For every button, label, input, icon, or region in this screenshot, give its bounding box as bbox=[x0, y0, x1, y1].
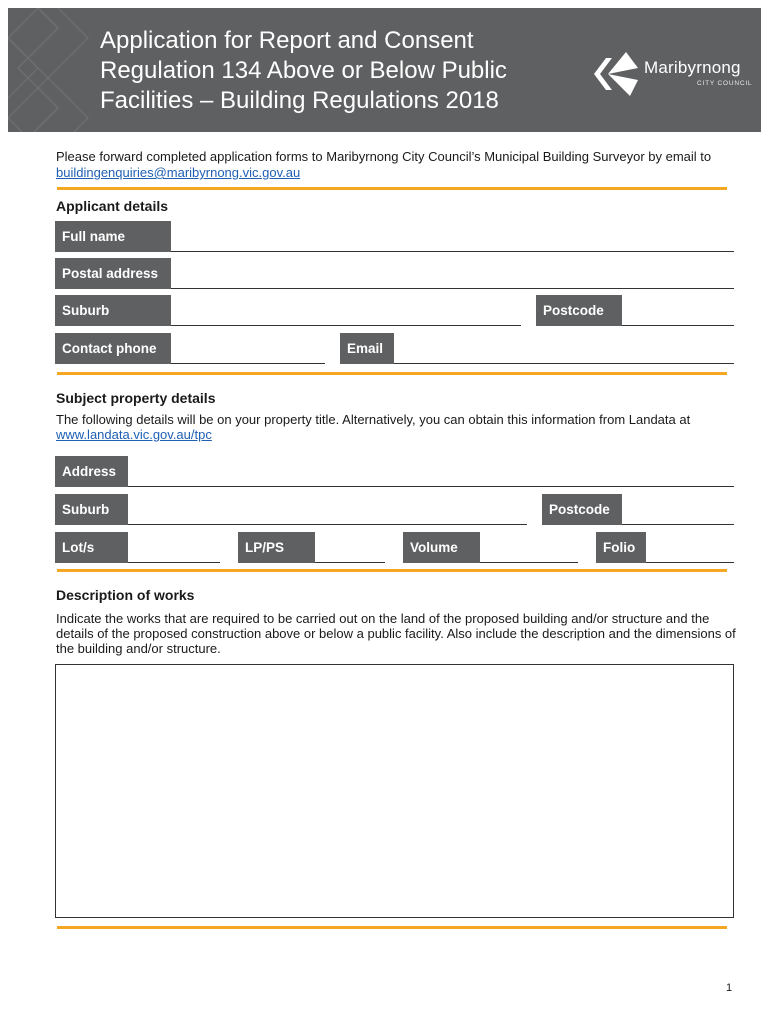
email-field[interactable] bbox=[394, 333, 734, 364]
address-field[interactable] bbox=[128, 456, 734, 487]
property-postcode-field[interactable] bbox=[622, 494, 734, 525]
property-suburb-label: Suburb bbox=[55, 494, 128, 525]
postal-address-field[interactable] bbox=[171, 258, 734, 289]
applicant-suburb-field[interactable] bbox=[171, 295, 521, 326]
contact-phone-field[interactable] bbox=[171, 333, 325, 364]
lots-field[interactable] bbox=[128, 532, 220, 563]
works-description-field[interactable] bbox=[55, 664, 734, 918]
page-number: 1 bbox=[726, 982, 733, 994]
property-text bbox=[56, 412, 736, 442]
applicant-heading: Applicant details bbox=[56, 198, 169, 214]
applicant-postcode-label: Postcode bbox=[536, 295, 622, 326]
property-suburb-field[interactable] bbox=[128, 494, 527, 525]
landata-link[interactable]: www.landata.vic.gov.au/tpc bbox=[56, 427, 212, 442]
council-logo bbox=[578, 44, 758, 104]
works-heading: Description of works bbox=[56, 587, 195, 603]
section-divider bbox=[57, 926, 727, 929]
address-label: Address bbox=[55, 456, 128, 487]
folio-label: Folio bbox=[596, 532, 646, 563]
postal-address-label: Postal address bbox=[55, 258, 171, 289]
lots-label: Lot/s bbox=[55, 532, 128, 563]
volume-field[interactable] bbox=[480, 532, 578, 563]
property-heading: Subject property details bbox=[56, 390, 216, 406]
email-link[interactable]: buildingenquiries@maribyrnong.vic.gov.au bbox=[56, 165, 301, 180]
intro-text bbox=[56, 149, 736, 181]
email-label: Email bbox=[340, 333, 394, 364]
intro-body: Please forward completed application forms to Maribyrnong City Council’s Municipal Building Surveyor by email to bbox=[56, 149, 712, 164]
volume-label: Volume bbox=[403, 532, 480, 563]
works-text: Indicate the works that are required to be carried out on the land of the proposed building and/or structure and the details of the proposed construction above or below a public facility. Also include the description and the dimensions of the building and/or structure. bbox=[56, 611, 736, 656]
page-title: Application for Report and Consent Regulation 134 Above or Below Public Facilities – Building Regulations 2018 bbox=[100, 27, 507, 114]
lpps-field[interactable] bbox=[315, 532, 385, 563]
header-banner bbox=[8, 8, 761, 132]
council-logo-icon bbox=[578, 44, 642, 104]
full-name-label: Full name bbox=[55, 221, 171, 252]
folio-field[interactable] bbox=[646, 532, 734, 563]
property-postcode-label: Postcode bbox=[542, 494, 622, 525]
applicant-postcode-field[interactable] bbox=[622, 295, 734, 326]
section-divider bbox=[57, 372, 727, 375]
applicant-suburb-label: Suburb bbox=[55, 295, 171, 326]
lpps-label: LP/PS bbox=[238, 532, 315, 563]
section-divider bbox=[57, 569, 727, 572]
section-divider bbox=[57, 187, 727, 190]
full-name-field[interactable] bbox=[171, 221, 734, 252]
contact-phone-label: Contact phone bbox=[55, 333, 171, 364]
property-body: The following details will be on your property title. Alternatively, you can obtain this information from Landata at bbox=[56, 412, 691, 427]
logo-subtitle: CITY COUNCIL bbox=[697, 80, 753, 87]
logo-wordmark: Maribyrnong bbox=[644, 58, 741, 77]
